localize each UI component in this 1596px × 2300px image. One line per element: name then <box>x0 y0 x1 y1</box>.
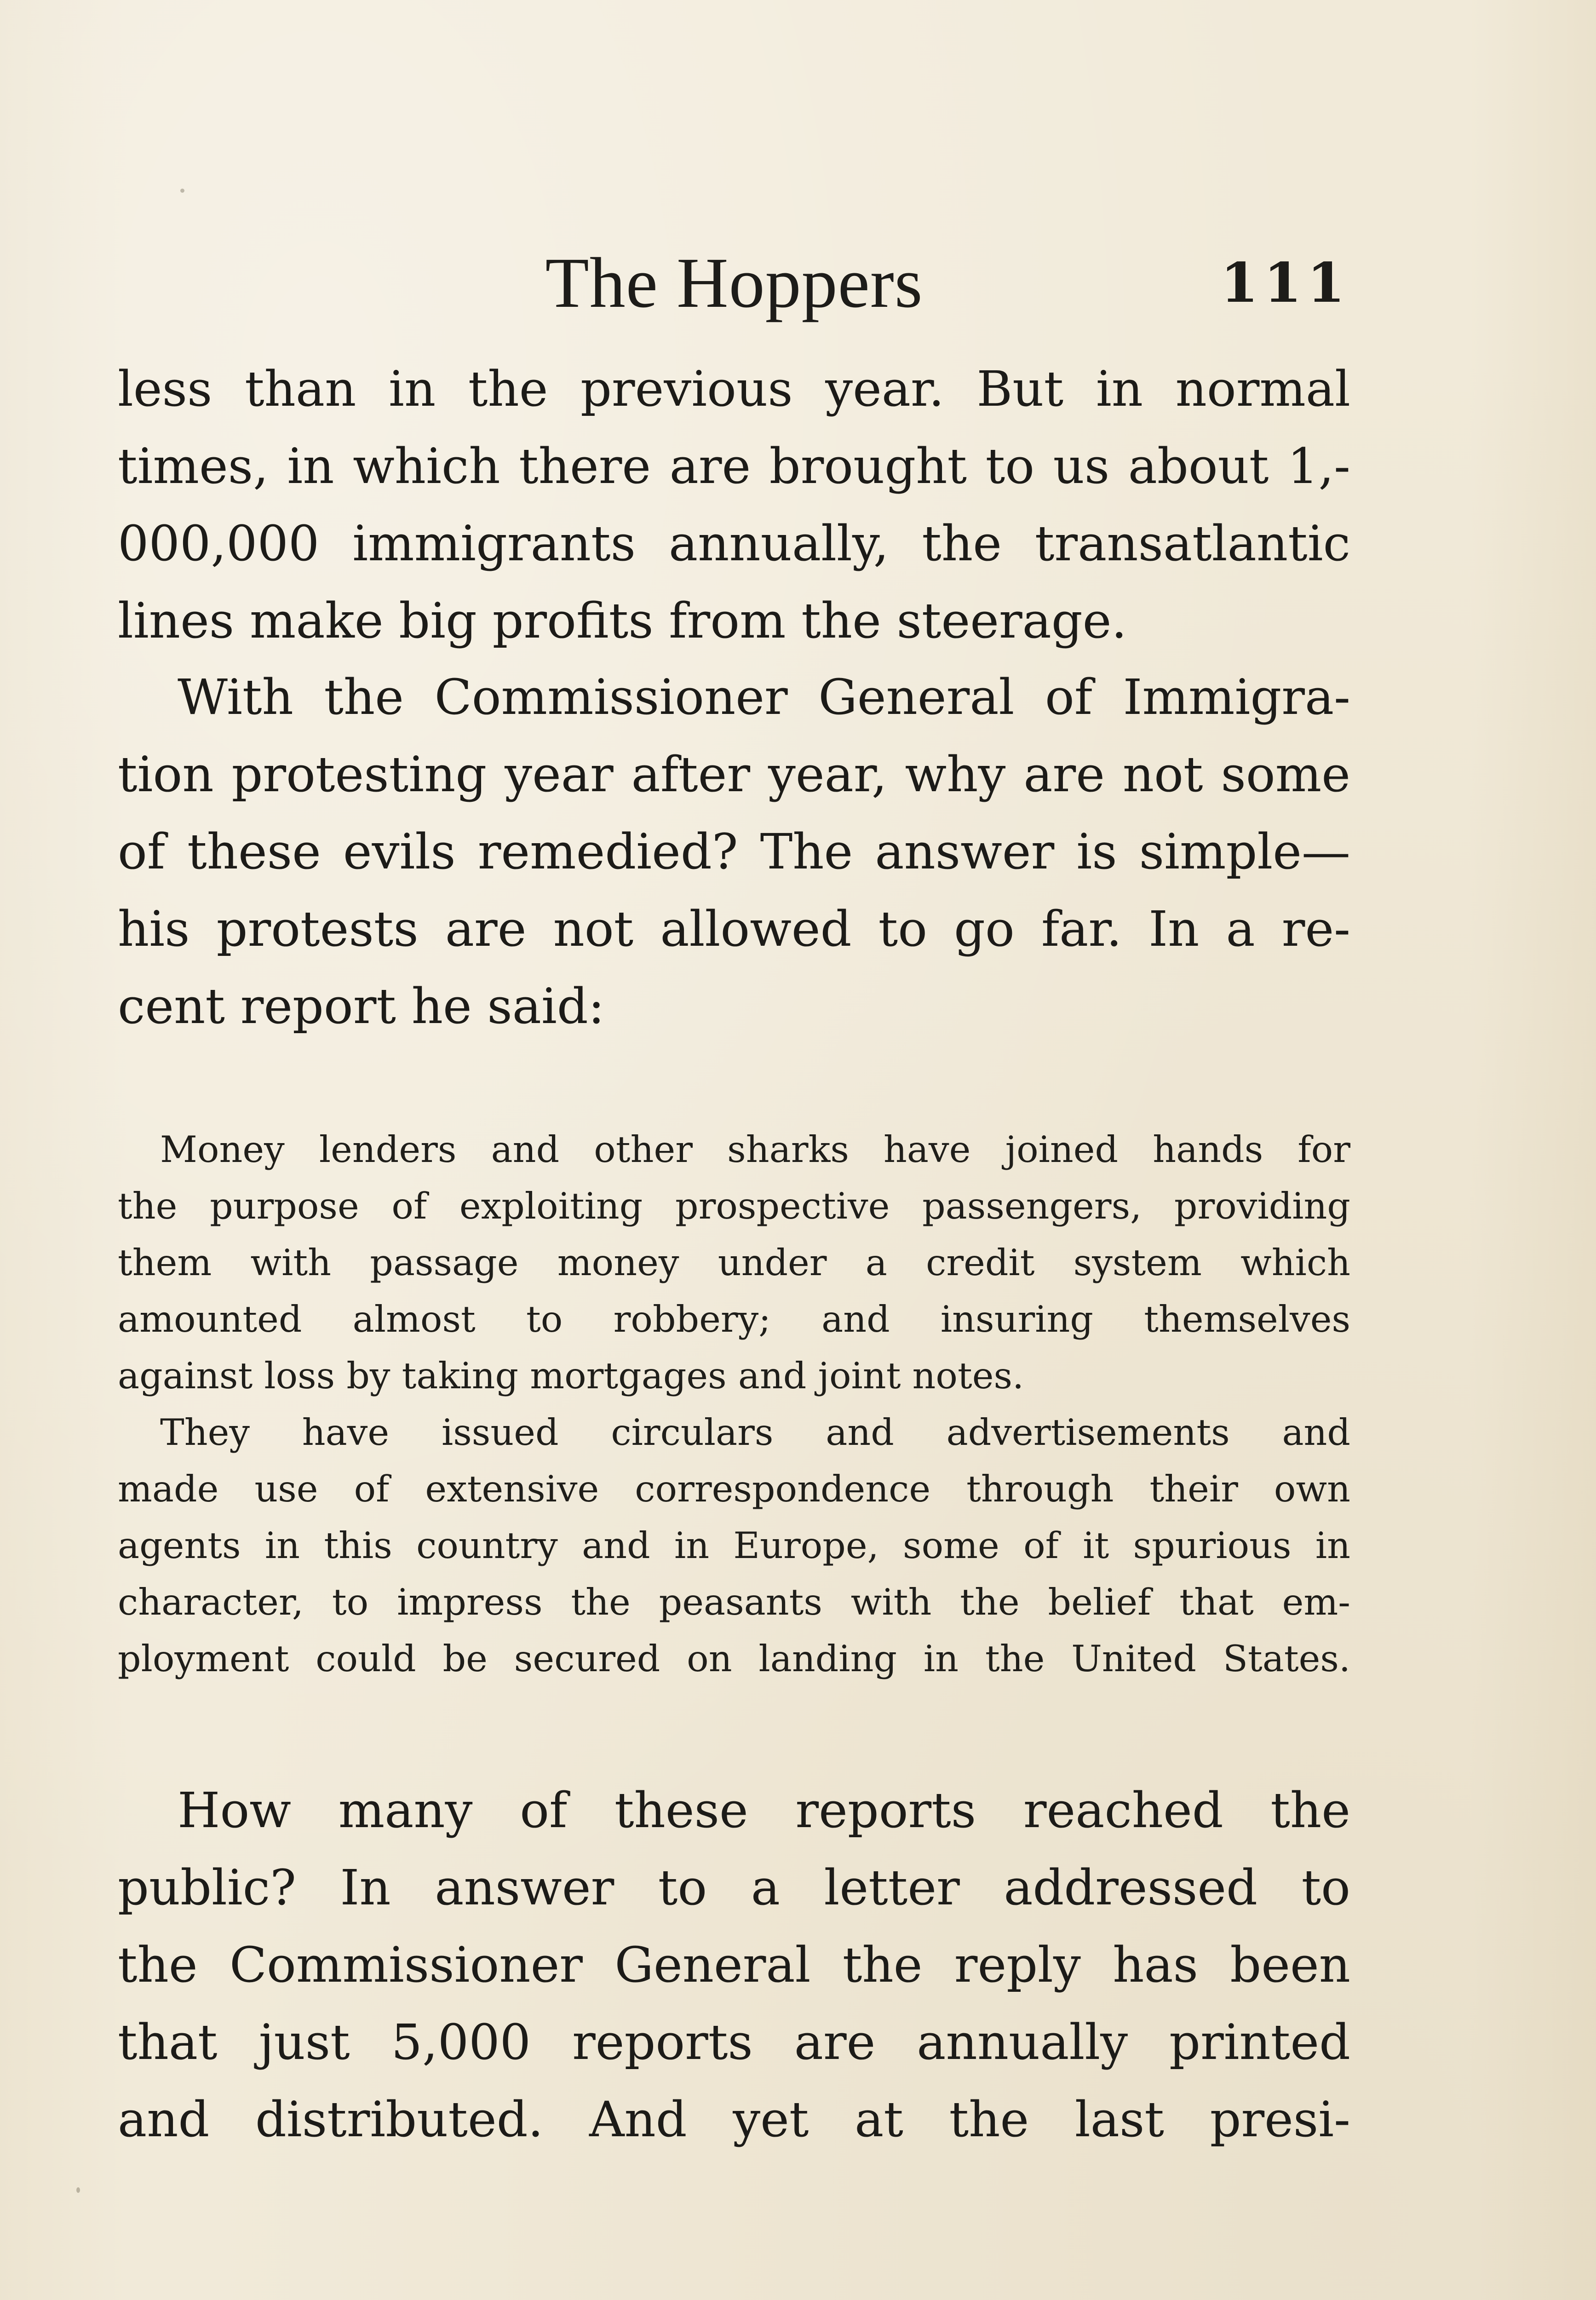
paper-speck <box>76 2187 80 2193</box>
quote-line: agents in this country and in Europe, some of it spurious in <box>118 1524 1350 1567</box>
text-line: tion protesting year after year, why are not some <box>118 746 1350 803</box>
quote-line: the purpose of exploiting prospective passengers, providing <box>118 1185 1350 1227</box>
block-quote-paragraph-1 <box>118 1121 1350 1404</box>
running-title: The Hoppers <box>545 243 923 322</box>
text-line: With the Commissioner General of Immigra- <box>178 669 1350 725</box>
body-paragraph-1 <box>118 351 1350 660</box>
body-paragraph-2 <box>118 659 1350 1045</box>
text-line: his protests are not allowed to go far. In a re- <box>118 901 1350 957</box>
quote-line: them with passage money under a credit system which <box>118 1242 1350 1284</box>
text-line: less than in the previous year. But in normal <box>118 361 1350 417</box>
quote-line: They have issued circulars and advertisements and <box>160 1411 1350 1454</box>
quote-line: character, to impress the peasants with the belief that em- <box>118 1581 1350 1623</box>
text-line: times, in which there are brought to us about 1,- <box>118 438 1350 494</box>
text-line: lines make big profits from the steerage. <box>118 592 1127 649</box>
text-line: the Commissioner General the reply has been <box>118 1937 1350 1993</box>
quote-line: made use of extensive correspondence through their own <box>118 1468 1350 1510</box>
text-line: of these evils remedied? The answer is simple— <box>118 823 1350 880</box>
text-line: How many of these reports reached the <box>178 1782 1350 1839</box>
text-line: public? In answer to a letter addressed to <box>118 1859 1350 1916</box>
text-line: cent report he said: <box>118 978 605 1035</box>
text-line: and distributed. And yet at the last presi- <box>118 2091 1350 2148</box>
body-paragraph-3 <box>118 1772 1350 2158</box>
paper-speck <box>180 189 184 193</box>
text-line: 000,000 immigrants annually, the transatlantic <box>118 515 1350 572</box>
page-header <box>118 239 1350 327</box>
quote-line: amounted almost to robbery; and insuring themselves <box>118 1298 1350 1340</box>
quote-line: Money lenders and other sharks have joined hands for <box>160 1128 1350 1171</box>
block-quote-paragraph-2 <box>118 1404 1350 1687</box>
text-line: that just 5,000 reports are annually printed <box>118 2014 1350 2070</box>
page-number: 111 <box>1220 251 1350 315</box>
quote-line: ployment could be secured on landing in the United States. <box>118 1638 1350 1680</box>
quote-line: against loss by taking mortgages and joint notes. <box>118 1355 1024 1397</box>
